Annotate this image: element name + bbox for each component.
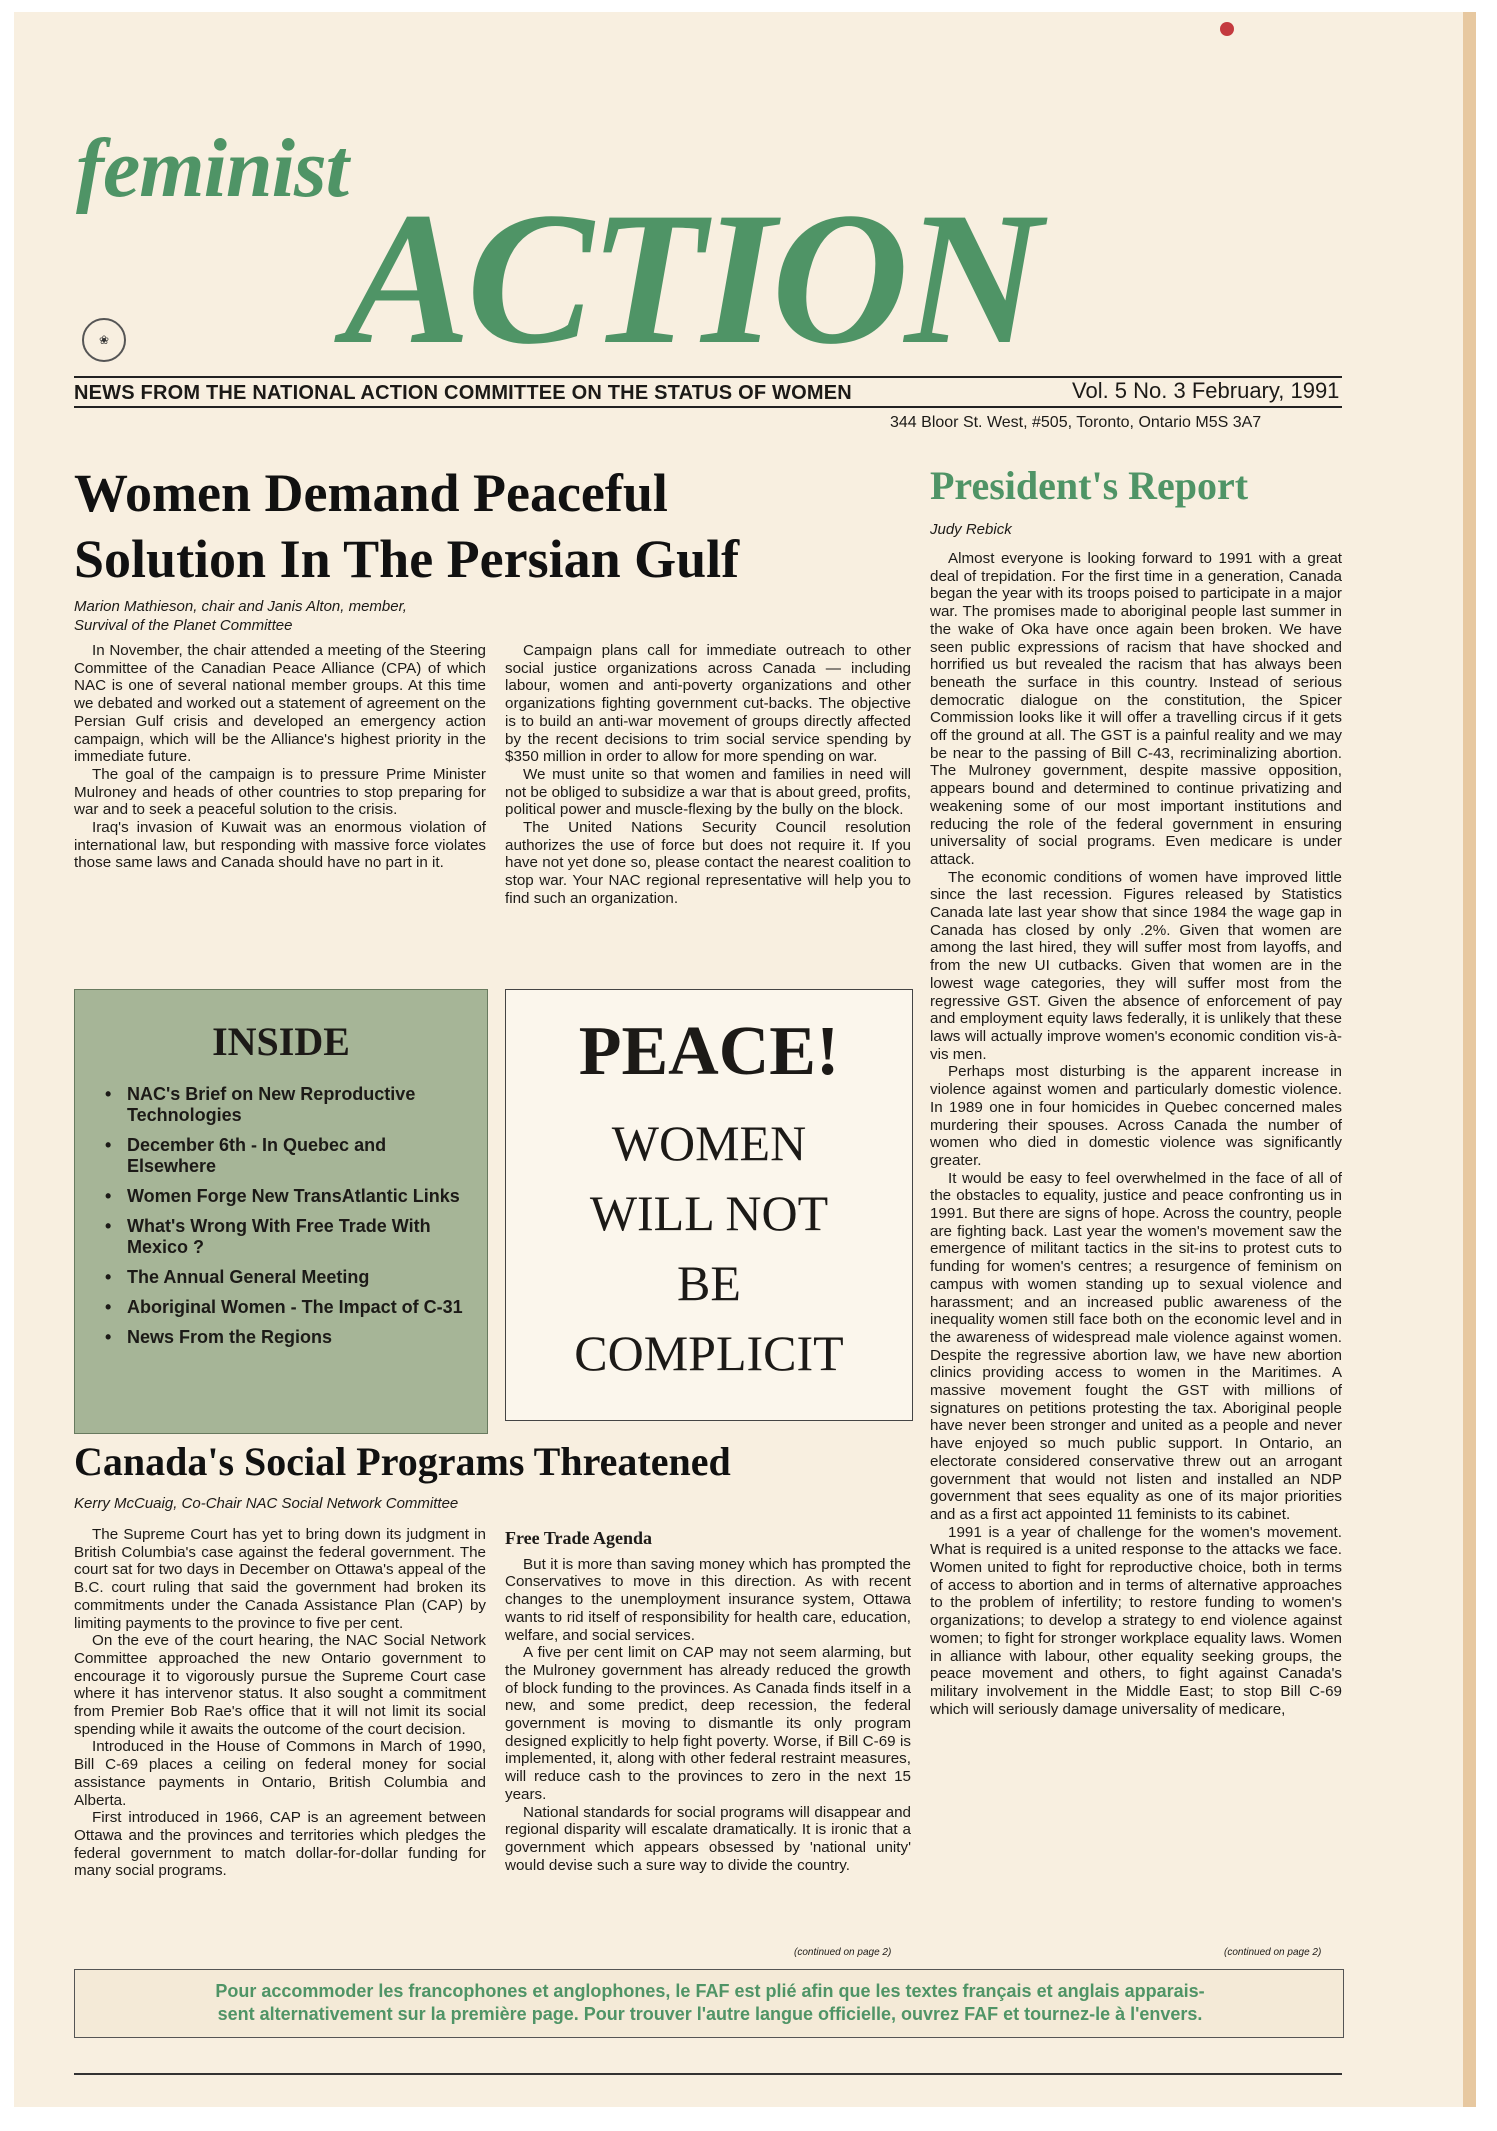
peace-line-3: BE bbox=[677, 1255, 741, 1311]
president-paragraph: It would be easy to feel overwhelmed in the face of all of the obstacles to equality, justice and peace confronting us in 1991. But there are signs of hope. Across the country, people are fighting back. Last year the women's movement saw the emergence of militant tactics in the sit-ins to protest cuts to funding for women's centres; a resurgence of feminism on campus with women standing up to sexual violence and harassment; and an increased public awareness of the inequality women still face both on the economic level and in the awareness of widespread male violence against women. Despite the regressive abortion law, we have new abortion clinics providing access to women in the Maritimes. A massive movement fought the GST with millions of signatures on petitions protesting the tax. Aboriginal people have never been stronger and united as a people and never have enjoyed so much public support. In Ontario, an electorate considered conservative threw out an arrogant government that would not listen and installed an NDP government that sees equality as one of its major priorities and as a first act appointed 11 feminists to its cabinet. bbox=[930, 1169, 1342, 1523]
president-paragraph: Perhaps most disturbing is the apparent increase in violence against women and particularly domestic violence. In 1989 one in four homicides in Quebec concerned males murdering their spouses. Across Canada the number of women who died in domestic violence was significantly greater. bbox=[930, 1063, 1342, 1169]
inside-item: • The Annual General Meeting bbox=[105, 1267, 475, 1288]
bilingual-notice-line-2: sent alternativement sur la première page. Pour trouver l'autre langue officielle, ouvrez FAF et tournez-le à l'envers. bbox=[217, 2004, 1203, 2024]
peace-line-4: COMPLICIT bbox=[574, 1325, 844, 1381]
issue-volume: Vol. 5 No. 3 February, 1991 bbox=[1072, 378, 1340, 403]
lead-column-1 bbox=[74, 642, 486, 872]
paper-edge bbox=[1463, 12, 1476, 2107]
page-bottom-rule bbox=[74, 2073, 1342, 2075]
president-report-title: President's Report bbox=[930, 463, 1249, 508]
lead-headline bbox=[74, 460, 924, 592]
president-paragraph: Almost everyone is looking forward to 1991 with a great deal of trepidation. For the first time in a generation, Canada began the year with its troops poised to participate in a major war. The promises made to aboriginal people last summer in the wake of Oka have once again been broken. We have seen public expressions of racism that have shocked and horrified us but revealed the racism that has always been beneath the surface in this country. Instead of serious democratic dialogue on the constitution, the Spicer Commission looks like it will offer a travelling circus if it gets off the ground at all. The GST is a painful reality and we may be near to the passing of Bill C-43, recriminalizing abortion. The Mulroney government, despite massive opposition, appears bound and determined to continue privatizing and weakening some of our most important institutions and reducing the role of the federal government in ensuring universality of social programs. Even medicare is under attack. bbox=[930, 550, 1342, 868]
bilingual-notice-box bbox=[74, 1969, 1344, 2038]
president-paragraph: The economic conditions of women have improved little since the last recession. Figures released by Statistics Canada late last year show that since 1984 the wage gap in Canada has closed by only .2%. Given that women are among the last hired, they will suffer most from layoffs, and from the new UI cutbacks. Given that women are in the lowest wage categories, they will suffer most from the regressive GST. Given the absence of enforcement of pay and employment equity laws federally, it is unlikely that these laws will actually improve women's economic condition vis-à-vis men. bbox=[930, 868, 1342, 1063]
president-continued-note: (continued on page 2) bbox=[1224, 1947, 1322, 1958]
social-continued-note: (continued on page 2) bbox=[794, 1947, 892, 1958]
lead-headline-line-2: Solution In The Persian Gulf bbox=[74, 529, 740, 589]
masthead-tagline: NEWS FROM THE NATIONAL ACTION COMMITTEE ON THE STATUS OF WOMEN bbox=[74, 382, 852, 404]
newspaper-front-page bbox=[14, 12, 1476, 2107]
lead-headline-line-1: Women Demand Peaceful bbox=[74, 463, 668, 523]
lead-paragraph: Iraq's invasion of Kuwait was an enormous violation of international law, but responding with massive force violates those same laws and Canada should have no part in it. bbox=[74, 819, 486, 872]
inside-item: • News From the Regions bbox=[105, 1327, 475, 1348]
inside-item: • Aboriginal Women - The Impact of C-31 bbox=[105, 1297, 475, 1318]
president-column bbox=[930, 550, 1342, 1718]
social-paragraph: The Supreme Court has yet to bring down its judgment in British Columbia's case against the federal government. The court sat for two days in December on Ottawa's appeal of the B.C. court ruling that said the government had broken its commitments under the Canada Assistance Plan (CAP) by limiting payments to the province to five per cent. bbox=[74, 1526, 486, 1632]
social-paragraph: First introduced in 1966, CAP is an agreement between Ottawa and the provinces and territories which pledges the federal government to match dollar-for-dollar funding for many social programs. bbox=[74, 1809, 486, 1880]
inside-list bbox=[105, 1084, 475, 1357]
nac-logo-icon: ❀ bbox=[82, 318, 126, 362]
social-paragraph: But it is more than saving money which has prompted the Conservatives to move in this direction. As with recent changes to the unemployment insurance system, Ottawa wants to rid itself of responsibility for health care, education, welfare, and social services. bbox=[505, 1555, 911, 1644]
bilingual-notice-text bbox=[115, 1980, 1305, 2026]
social-column-2 bbox=[505, 1530, 911, 1874]
inside-item: • Women Forge New TransAtlantic Links bbox=[105, 1186, 475, 1207]
lead-byline-line-2: Survival of the Planet Committee bbox=[74, 617, 293, 634]
inside-item: • What's Wrong With Free Trade With Mexico ? bbox=[105, 1216, 475, 1258]
social-byline: Kerry McCuaig, Co-Chair NAC Social Network Committee bbox=[74, 1495, 459, 1512]
social-headline: Canada's Social Programs Threatened bbox=[74, 1439, 731, 1484]
masthead-feminist: feminist bbox=[76, 122, 349, 215]
lead-column-2 bbox=[505, 642, 911, 908]
lead-paragraph: The goal of the campaign is to pressure Prime Minister Mulroney and heads of other countries to stop preparing for war and to seek a peaceful solution to the crisis. bbox=[74, 765, 486, 819]
social-paragraph: Introduced in the House of Commons in March of 1990, Bill C-69 places a ceiling on federal money for social assistance payments in Ontario, British Columbia and Alberta. bbox=[74, 1738, 486, 1809]
masthead-bottom-rule bbox=[74, 406, 1342, 408]
lead-paragraph: Campaign plans call for immediate outreach to other social justice organizations across Canada — including labour, women and anti-poverty organizations and other organizations fighting government cut-backs. The objective is to build an anti-war movement of groups directly affected by the recent decisions to trim social service spending by $350 million in order to allow for more spending on war. bbox=[505, 642, 911, 766]
president-paragraph: 1991 is a year of challenge for the women's movement. What is required is a united response to the attacks we face. Women united to fight for reproductive choice, both in terms of access to abortion and in terms of alternative approaches to the problem of infertility; to restore funding to women's organizations; to develop a strategy to end violence against women; to fight for stronger workplace equality laws. Women in alliance with labour, other equality seeking groups, the peace movement and others, to fight against Canada's military involvement in the Middle East; to stop Bill C-69 which will seriously damage universality of medicare, bbox=[930, 1523, 1342, 1718]
masthead-action: ACTION bbox=[344, 174, 1038, 384]
office-address: 344 Bloor St. West, #505, Toronto, Ontario M5S 3A7 bbox=[890, 414, 1262, 431]
social-paragraph: A five per cent limit on CAP may not seem alarming, but the Mulroney government has already reduced the growth of block funding to the provinces. As Canada finds itself in a new, and some predict, deep recession, the federal government is moving to dismantle its only program designed explicitly to help fight poverty. Worse, if Bill C-69 is implemented, it, along with other federal restraint measures, will reduce cash to the provinces to zero in the next 15 years. bbox=[505, 1644, 911, 1803]
lead-byline bbox=[74, 597, 534, 635]
president-byline: Judy Rebick bbox=[930, 521, 1012, 538]
peace-line-1: WOMEN bbox=[611, 1115, 807, 1171]
bilingual-notice-line-1: Pour accommoder les francophones et anglophones, le FAF est plié afin que les textes français et anglais apparais- bbox=[215, 1981, 1205, 2001]
social-column-1 bbox=[74, 1526, 486, 1880]
peace-box bbox=[505, 989, 913, 1421]
lead-paragraph: We must unite so that women and families in need will not be obliged to subsidize a war that is about greed, profits, political power and muscle-flexing by the bully on the block. bbox=[505, 765, 911, 819]
free-trade-subhead: Free Trade Agenda bbox=[505, 1528, 652, 1548]
lead-paragraph: In November, the chair attended a meeting of the Steering Committee of the Canadian Peace Alliance (CPA) of which NAC is one of several national member groups. At this time we debated and worked out a statement of agreement on the Persian Gulf crisis and developed an emergency action campaign, which will be the Alliance's highest priority in the immediate future. bbox=[74, 642, 486, 766]
inside-contents-box bbox=[74, 989, 488, 1434]
inside-item: • December 6th - In Quebec and Elsewhere bbox=[105, 1135, 475, 1177]
peace-line-2: WILL NOT bbox=[589, 1185, 829, 1241]
peace-title: PEACE! bbox=[578, 1013, 840, 1090]
lead-paragraph: The United Nations Security Council resolution authorizes the use of force but does not require it. If you have not yet done so, please contact the nearest coalition to stop war. Your NAC regional representative will help you to find such an organization. bbox=[505, 819, 911, 907]
red-mark bbox=[1220, 22, 1234, 36]
social-paragraph: On the eve of the court hearing, the NAC Social Network Committee approached the new Ontario government to encourage it to vigorously pursue the Supreme Court case where it has intervenor status. It also sought a commitment from Premier Bob Rae's office that it will not limit its social spending while it awaits the outcome of the court decision. bbox=[74, 1632, 486, 1738]
social-paragraph: National standards for social programs will disappear and regional disparity will escalate dramatically. It is ironic that a government which appears obsessed by 'national unity' would devise such a sure way to divide the country. bbox=[505, 1803, 911, 1874]
inside-title: INSIDE bbox=[212, 1019, 350, 1064]
lead-byline-line-1: Marion Mathieson, chair and Janis Alton, member, bbox=[74, 598, 407, 615]
inside-item: • NAC's Brief on New Reproductive Technologies bbox=[105, 1084, 475, 1126]
